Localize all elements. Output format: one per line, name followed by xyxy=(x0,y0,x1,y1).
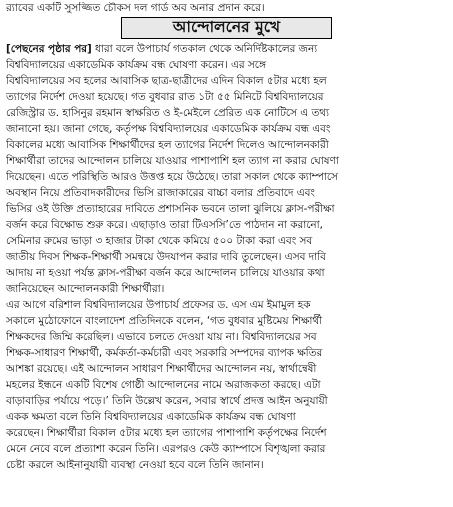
text-line-12: বর্জন করে বিক্ষোভ শুরু করে। এছাড়াও তারা টিএসসি’তে পাঠদান না করানো, xyxy=(6,219,323,231)
text-line-22: মহলের ইন্ধনে একটি বিশেষ গোষ্ঠী আন্দোলনের নামে অরাজকতা করছে। এটা xyxy=(6,379,321,391)
text-line-6: জানানো হয়। জানা গেছে, কর্তৃপক্ষ বিশ্ববিদ্যালয়ের একাডেমিক কার্যক্রম বন্ধ এবং xyxy=(6,123,331,135)
text-line-24: একক ক্ষমতা বলে তিনি বিশ্ববিদ্যালয়ের একাডেমিক কার্যক্রম বন্ধ ঘোষণা xyxy=(6,411,296,423)
headline-box xyxy=(121,17,332,39)
text-line-9: দিয়েছেন। এতে পরিস্থিতি আরও উত্তপ্ত হয়ে উঠেছে। তারা সকাল থেকে ক্যাম্পাসে xyxy=(6,171,338,183)
text-line-17: এর আগে বরিশাল বিশ্ববিদ্যালয়ের উপাচার্য প্রফেসর ড. এস এম ইমামুল হক xyxy=(6,299,311,311)
text-line-23: বাড়াবাড়ির পর্যায়ে পড়ে।’ তিনি উল্লেখ করেন, সবার স্বার্থে প্রদত্ত আইন অনুযায়ী xyxy=(6,395,328,407)
text-line-2: বিশ্ববিদ্যালয়ের একাডেমিক কার্যক্রম বন্ধ ঘোষণা করেন। এর সঙ্গে xyxy=(6,59,266,71)
text-line-14: জাতীয় দিবস শিক্ষক-শিক্ষার্থী সমন্বয়ে উদযাপন করার দাবি তুলেছেন। এসব দাবি xyxy=(6,251,326,263)
text-line-8: শিক্ষার্থীরা তাদের আন্দোলন চালিয়ে যাওয়ার পাশাপাশি হল ত্যাগ না করার ঘোষণা xyxy=(6,155,339,167)
text-line-27: চেষ্টা করলে আইনানুযায়ী ব্যবস্থা নেওয়া হবে বলে তিনি জানান। xyxy=(6,459,264,471)
text-line-25: করেছেন। শিক্ষার্থীরা বিকাল ৫টার মধ্যে হল ত্যাগের পাশাপাশি কর্তৃপক্ষের নির্দেশ xyxy=(6,427,327,439)
text-line-20: শিক্ষক-সাধারণ শিক্ষার্থী, কর্মকর্তা-কর্মচারী এবং সরকারি সম্পদের ব্যাপক ক্ষতির xyxy=(6,347,323,359)
text-line-18: সকালে মুঠোফোনে বাংলাদেশ প্রতিদিনকে বলেন, ‘গত বুধবার মুষ্টিমেয় শিক্ষার্থী xyxy=(6,315,323,327)
headline: আন্দোলনের মুখে xyxy=(172,18,281,36)
text-line-19: শিক্ষকদের জিম্মি করেছিল। এভাবে চলতে দেওয়া যায় না। বিশ্ববিদ্যালয়ের সব xyxy=(6,331,317,343)
continued-from-back-page-label: [পেছনের পৃষ্ঠার পর] xyxy=(6,43,92,55)
text-line-13: সেমিনার রুমের ভাড়া ৩ হাজার টাকা থেকে কমিয়ে ৫০০ টাকা করা এবং সব xyxy=(6,235,313,247)
article-body xyxy=(6,41,447,473)
text-line-3: বিশ্ববিদ্যালয়ের সব হলের আবাসিক ছাত্র-ছাত্রীদের এদিন বিকাল ৫টার মধ্যে হল xyxy=(6,75,327,87)
text-line-1: [পেছনের পৃষ্ঠার পর] ধারা বলে উপাচার্য গতকাল থেকে অনির্দিষ্টকালের জন্য xyxy=(6,43,318,55)
text-line-4: ত্যাগের নির্দেশ দেওয়া হয়েছে। গত বুধবার রাত ১টা ৫৫ মিনিটে বিশ্ববিদ্যালয়ের xyxy=(6,91,324,103)
text-line-10: অবস্থান নিয়ে প্রতিবাদকারীদের ভিসি রাজাকারের বাচ্চা বলার প্রতিবাদে এবং xyxy=(6,187,315,199)
text-line-7: বিকালের মধ্যে আবাসিক শিক্ষার্থীদের হল ত্যাগের নির্দেশ দিলেও আন্দোলনকারী xyxy=(6,139,329,151)
text-line-16: জানিয়েছেন আন্দোলনকারী শিক্ষার্থীরা। xyxy=(6,283,165,295)
text-line-21: আশঙ্কা রয়েছে। এই আন্দোলন সাধারণ শিক্ষার্থীদের আন্দোলন নয়, স্বার্থান্বেষী xyxy=(6,363,317,375)
text-line-5: রেজিস্ট্রার ড. হাসিনুর রহমান স্বাক্ষরিত ও ই-মেইলে প্রেরিত এক নোটিসে এ তথ্য xyxy=(6,107,329,119)
text-line-15: আদায় না হওয়া পর্যন্ত ক্লাস-পরীক্ষা বর্জন করে আন্দোলন চালিয়ে যাওয়ার কথা xyxy=(6,267,325,279)
previous-article-last-line: র‍্যাবের একটি সুসজ্জিত চৌকস দল গার্ড অব অনার প্রদান করে। xyxy=(6,2,265,14)
text-line-11: ভিসির ওই উক্তি প্রত্যাহারের দাবিতে প্রশাসনিক ভবনে তালা ঝুলিয়ে ক্লাস-পরীক্ষা xyxy=(6,203,335,215)
text-line-26: মেনে নেবে বলে প্রত্যাশা করেন তিনি। এরপরও কেউ ক্যাম্পাসে বিশৃঙ্খলা করার xyxy=(6,443,326,455)
